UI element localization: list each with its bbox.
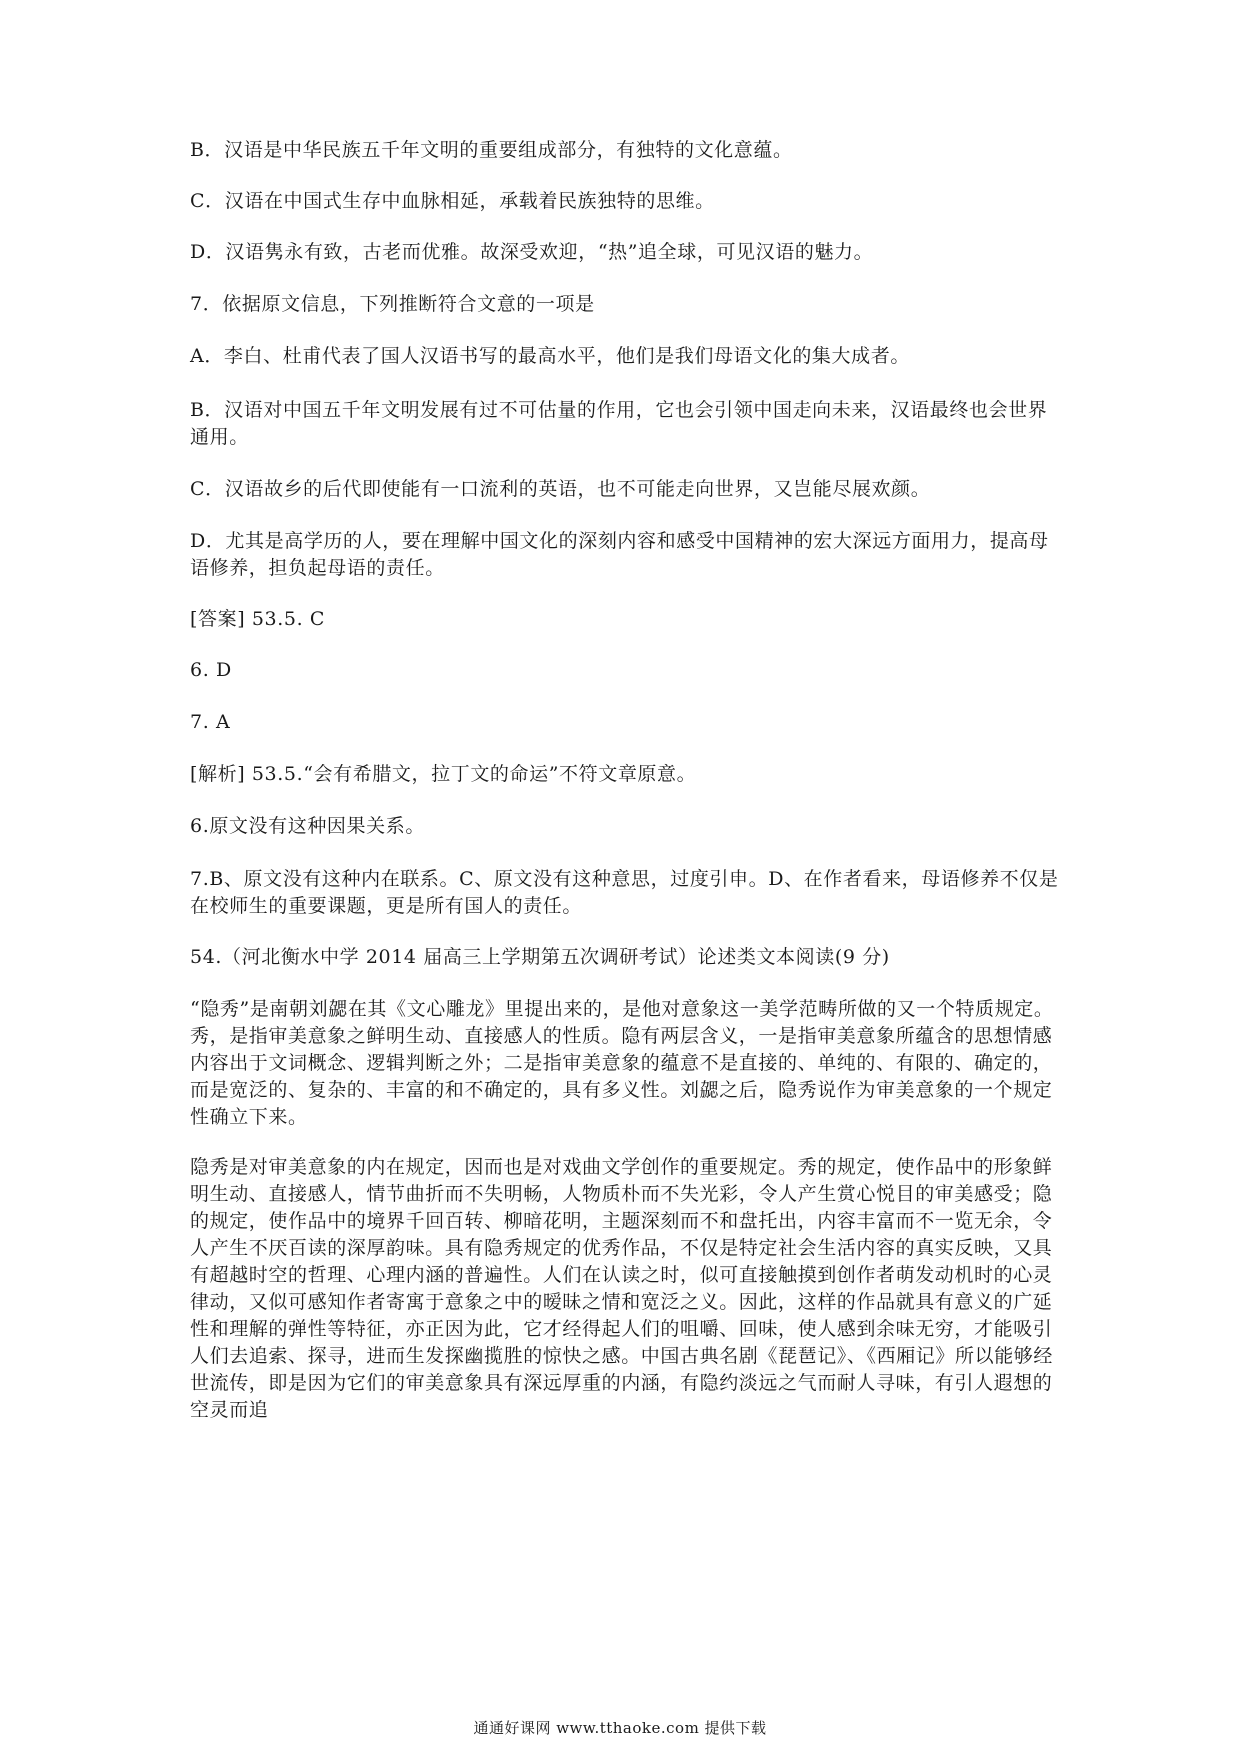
analysis-line-1: [解析] 53.5.“会有希腊文，拉丁文的命运”不符文章原意。	[190, 763, 697, 785]
question-54-paragraph-1: “隐秀”是南朝刘勰在其《文心雕龙》里提出来的，是他对意象这一美学范畴所做的又一个特质规定。秀，是指审美意象之鲜明生动、直接感人的性质。隐有两层含义，一是指审美意象所蕴含的思想情感内容出于文词概念、逻辑判断之外；二是指审美意象的蕴意不是直接的、单纯的、有限的、确定的，而是宽泛的、复杂的、丰富的和不确定的，具有多义性。刘勰之后，隐秀说作为审美意象的一个规定性确立下来。	[190, 998, 1054, 1128]
q7-option-c: C．汉语故乡的后代即使能有一口流利的英语，也不可能走向世界，又岂能尽展欢颜。	[190, 478, 931, 500]
analysis-line-3: 7.B、原文没有这种内在联系。C、原文没有这种意思，过度引申。D、在作者看来，母语修养不仅是在校师生的重要课题，更是所有国人的责任。	[190, 868, 1059, 917]
q6-option-d: D．汉语隽永有致，古老而优雅。故深受欢迎，“热”追全球，可见汉语的魅力。	[190, 241, 874, 263]
q7-option-d: D．尤其是高学历的人，要在理解中国文化的深刻内容和感受中国精神的宏大深远方面用力，提高母语修养，担负起母语的责任。	[190, 530, 1049, 579]
page-footer: 通通好课网 www.tthaoke.com 提供下载	[473, 1719, 767, 1737]
q7-option-a: A．李白、杜甫代表了国人汉语书写的最高水平，他们是我们母语文化的集大成者。	[190, 345, 910, 367]
q7-option-b: B．汉语对中国五千年文明发展有过不可估量的作用，它也会引领中国走向未来，汉语最终也会世界通用。	[190, 399, 1048, 448]
question-54-paragraph-2: 隐秀是对审美意象的内在规定，因而也是对戏曲文学创作的重要规定。秀的规定，使作品中的形象鲜明生动、直接感人，情节曲折而不失明畅，人物质朴而不失光彩，令人产生赏心悦目的审美感受；隐的规定，使作品中的境界千回百转、柳暗花明，主题深刻而不和盘托出，内容丰富而不一览无余，令人产生不厌百读的深厚韵味。具有隐秀规定的优秀作品，不仅是特定社会生活内容的真实反映，又具有超越时空的哲理、心理内涵的普遍性。人们在认读之时，似可直接触摸到创作者萌发动机时的心灵律动，又似可感知作者寄寓于意象之中的暧昧之情和宽泛之义。因此，这样的作品就具有意义的广延性和理解的弹性等特征，亦正因为此，它才经得起人们的咀嚼、回味，使人感到余味无穷，才能吸引人们去追索、探寻，进而生发探幽揽胜的惊快之感。中国古典名剧《琵琶记》、《西厢记》所以能够经世流传，即是因为它们的审美意象具有深远厚重的内涵，有隐约淡远之气而耐人寻味，有引人遐想的空灵而追	[190, 1156, 1054, 1421]
q7-stem: 7．依据原文信息，下列推断符合文意的一项是	[190, 293, 595, 315]
q6-option-b: B．汉语是中华民族五千年文明的重要组成部分，有独特的文化意蕴。	[190, 139, 793, 161]
answer-line-1: [答案] 53.5. C	[190, 608, 325, 630]
question-54-heading: 54.（河北衡水中学 2014 届高三上学期第五次调研考试）论述类文本阅读(9 分)	[190, 946, 890, 968]
answer-line-3: 7. A	[190, 711, 231, 733]
q6-option-c: C．汉语在中国式生存中血脉相延，承载着民族独特的思维。	[190, 190, 715, 212]
answer-line-2: 6. D	[190, 659, 232, 681]
analysis-line-2: 6.原文没有这种因果关系。	[190, 815, 425, 837]
